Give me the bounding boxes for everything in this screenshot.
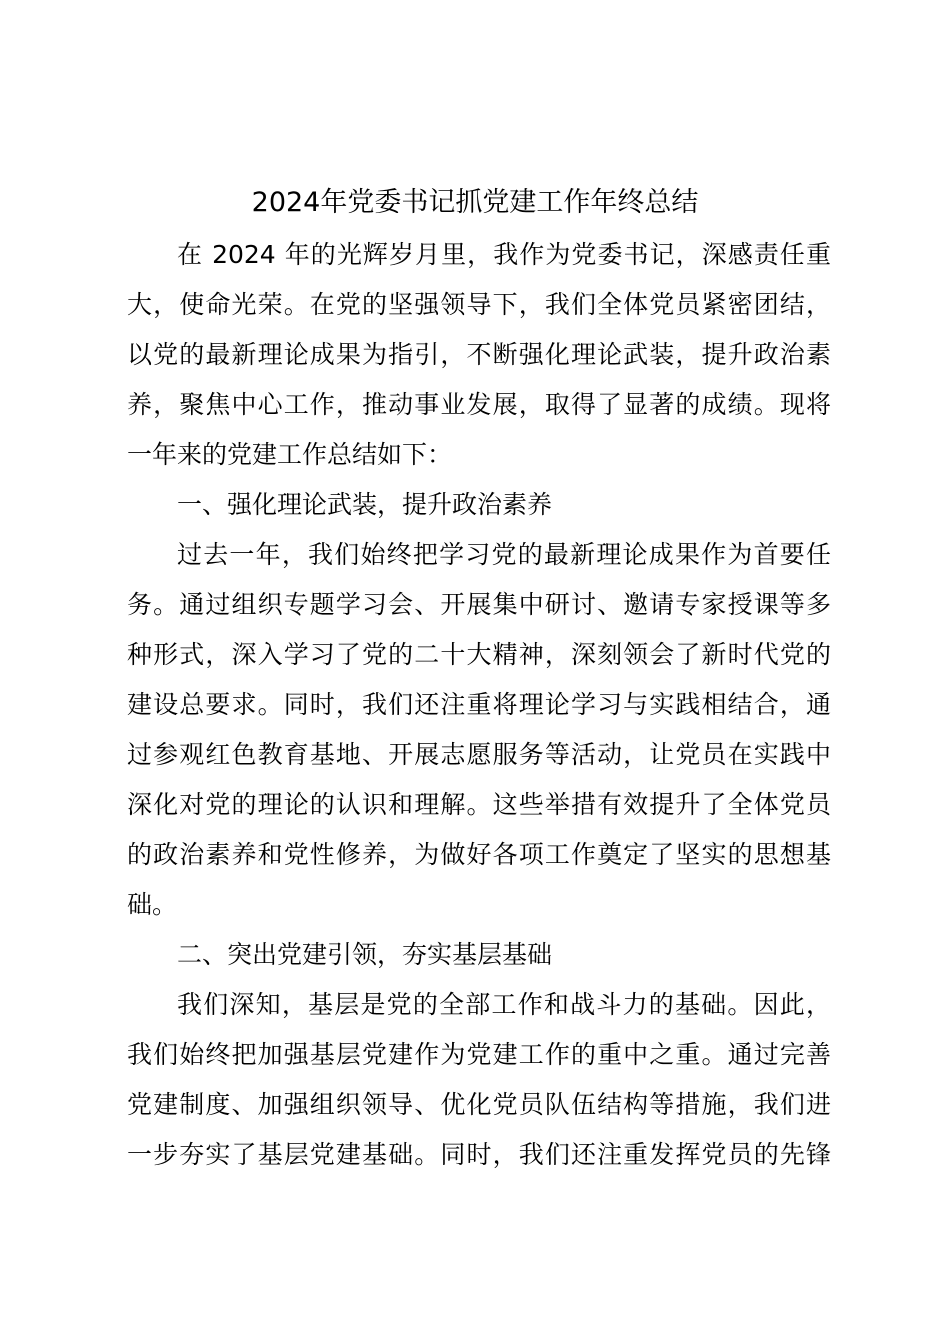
paragraph-line: 党建制度、加强组织领导、优化党员队伍结构等措施，我们进 <box>127 1090 831 1119</box>
paragraph-line: 的政治素养和党性修养，为做好各项工作奠定了坚实的思想基 <box>127 840 831 869</box>
paragraph-line: 过去一年，我们始终把学习党的最新理论成果作为首要任 <box>177 540 831 569</box>
paragraph-line: 深化对党的理论的认识和理解。这些举措有效提升了全体党员 <box>127 790 831 819</box>
paragraph-line: 建设总要求。同时，我们还注重将理论学习与实践相结合，通 <box>127 690 831 719</box>
paragraph-line: 以党的最新理论成果为指引，不断强化理论武装，提升政治素 <box>127 340 831 369</box>
paragraph-line: 大，使命光荣。在党的坚强领导下，我们全体党员紧密团结， <box>127 290 831 319</box>
paragraph-line: 过参观红色教育基地、开展志愿服务等活动，让党员在实践中 <box>127 740 831 769</box>
section-heading: 一、强化理论武装，提升政治素养 <box>177 490 553 519</box>
paragraph-line: 在 2024 年的光辉岁月里，我作为党委书记，深感责任重 <box>177 240 831 269</box>
paragraph-line: 我们始终把加强基层党建作为党建工作的重中之重。通过完善 <box>127 1040 831 1069</box>
paragraph-line: 养，聚焦中心工作，推动事业发展，取得了显著的成绩。现将 <box>127 390 831 419</box>
section-heading: 二、突出党建引领，夯实基层基础 <box>177 940 553 969</box>
paragraph-line: 种形式，深入学习了党的二十大精神，深刻领会了新时代党的 <box>127 640 831 669</box>
paragraph-line: 础。 <box>127 890 178 919</box>
paragraph-line: 一年来的党建工作总结如下： <box>127 440 453 469</box>
paragraph-line: 我们深知，基层是党的全部工作和战斗力的基础。因此， <box>177 990 831 1019</box>
paragraph-line: 一步夯实了基层党建基础。同时，我们还注重发挥党员的先锋 <box>127 1140 831 1169</box>
document-title: 2024年党委书记抓党建工作年终总结 <box>251 187 699 218</box>
paragraph-line: 务。通过组织专题学习会、开展集中研讨、邀请专家授课等多 <box>127 590 831 619</box>
